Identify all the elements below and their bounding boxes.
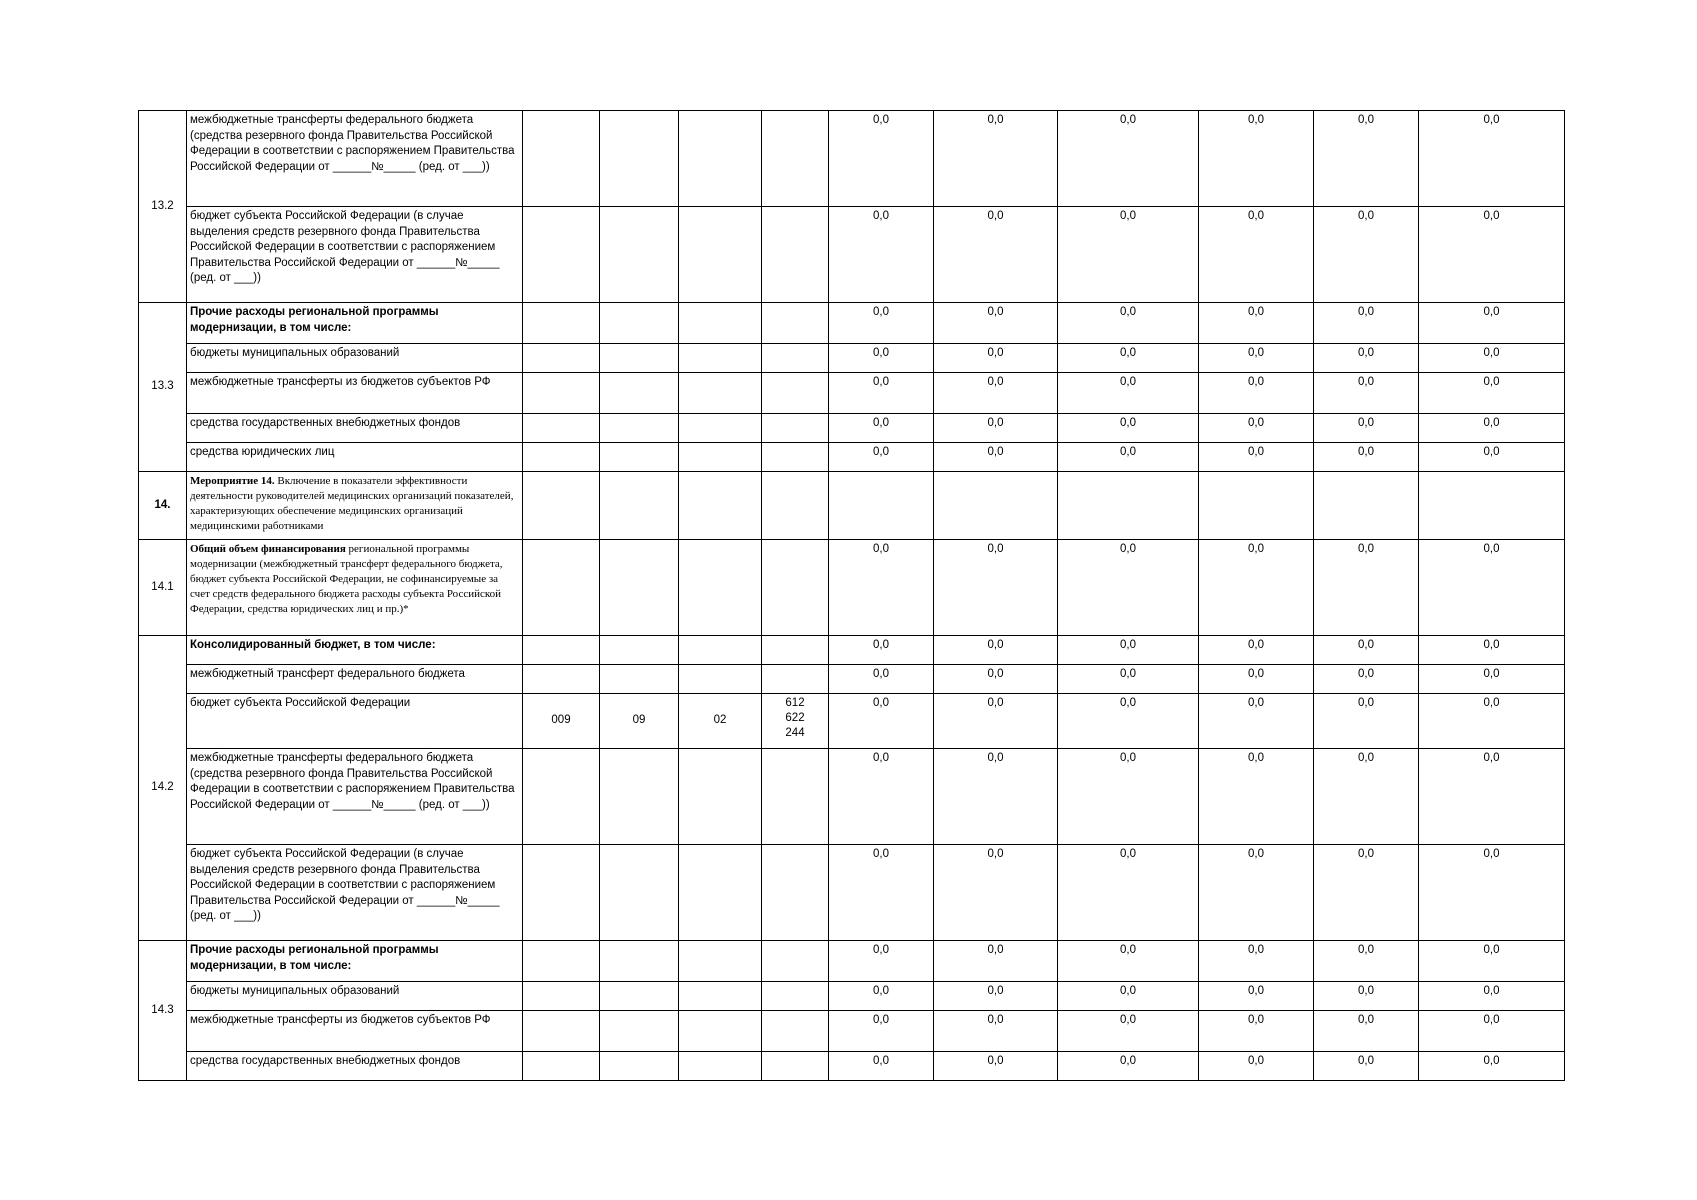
row-description: средства государственных внебюджетных фондов <box>187 414 523 443</box>
table-row <box>139 665 1565 694</box>
code-cell <box>600 443 679 472</box>
expense-type-code: 622 <box>785 712 805 724</box>
value-cell: 0,0 <box>934 1052 1058 1081</box>
value-cell: 0,0 <box>1314 982 1419 1011</box>
value-cell: 0,0 <box>829 665 934 694</box>
row-description: межбюджетные трансферты федерального бюджета (средства резервного фонда Правительства Российской Федерации в соответствии с распоряжением Правительства Российской Федерации от ______№_____ (ред. от ___)) <box>187 749 523 845</box>
row-number: 14.2 <box>139 636 187 941</box>
row-description: межбюджетные трансферты из бюджетов субъектов РФ <box>187 373 523 414</box>
value-cell: 0,0 <box>829 1011 934 1052</box>
value-cell: 0,0 <box>1199 1052 1314 1081</box>
code-cell <box>762 373 829 414</box>
row-number: 13.3 <box>139 303 187 472</box>
row-description: Консолидированный бюджет, в том числе: <box>187 636 523 665</box>
value-cell: 0,0 <box>1058 414 1199 443</box>
row-number: 13.2 <box>139 111 187 303</box>
code-cell <box>679 303 762 344</box>
value-cell: 0,0 <box>934 694 1058 749</box>
measure-title: Мероприятие 14. <box>190 475 275 487</box>
row-description: Прочие расходы региональной программы модернизации, в том числе: <box>187 303 523 344</box>
value-cell: 0,0 <box>1419 344 1565 373</box>
value-cell: 0,0 <box>1199 636 1314 665</box>
value-cell: 0,0 <box>934 303 1058 344</box>
value-cell: 0,0 <box>829 111 934 207</box>
code-cell <box>762 443 829 472</box>
value-cell: 0,0 <box>1419 636 1565 665</box>
value-cell: 0,0 <box>1199 207 1314 303</box>
value-cell <box>1199 472 1314 540</box>
value-cell: 0,0 <box>934 749 1058 845</box>
value-cell: 0,0 <box>829 749 934 845</box>
code-cell <box>679 344 762 373</box>
table-row <box>139 472 1565 540</box>
table-row <box>139 540 1565 636</box>
value-cell: 0,0 <box>1419 665 1565 694</box>
value-cell: 0,0 <box>829 373 934 414</box>
value-cell: 0,0 <box>1058 373 1199 414</box>
value-cell: 0,0 <box>1314 373 1419 414</box>
row-description <box>187 540 523 636</box>
value-cell: 0,0 <box>1058 540 1199 636</box>
value-cell: 0,0 <box>1419 982 1565 1011</box>
value-cell: 0,0 <box>1199 443 1314 472</box>
code-cell <box>762 845 829 941</box>
table-row <box>139 636 1565 665</box>
value-cell: 0,0 <box>829 303 934 344</box>
row-description: межбюджетные трансферты федерального бюджета (средства резервного фонда Правительства Российской Федерации в соответствии с распоряжением Правительства Российской Федерации от ______№_____ (ред. от ___)) <box>187 111 523 207</box>
value-cell: 0,0 <box>1419 207 1565 303</box>
value-cell: 0,0 <box>934 443 1058 472</box>
code-cell <box>600 1052 679 1081</box>
value-cell <box>1314 472 1419 540</box>
value-cell: 0,0 <box>1199 845 1314 941</box>
code-cell <box>600 540 679 636</box>
row-description: межбюджетный трансферт федерального бюджета <box>187 665 523 694</box>
code-cell <box>679 414 762 443</box>
value-cell: 0,0 <box>1314 344 1419 373</box>
value-cell: 0,0 <box>1314 1011 1419 1052</box>
total-financing-text: региональной программы модернизации (межбюджетный трансферт федерального бюджета, бюджет субъекта Российской Федерации, не софинансируемые за счет средств федерального бюджета расходы субъекта Российской Федерации, средства юридических лиц и пр.)* <box>190 543 503 615</box>
table-row <box>139 749 1565 845</box>
code-cell <box>600 373 679 414</box>
code-cell <box>523 749 600 845</box>
table-row <box>139 344 1565 373</box>
code-cell <box>679 749 762 845</box>
code-cell <box>600 749 679 845</box>
value-cell: 0,0 <box>1419 443 1565 472</box>
value-cell: 0,0 <box>1058 694 1199 749</box>
value-cell <box>829 472 934 540</box>
value-cell: 0,0 <box>1058 982 1199 1011</box>
value-cell: 0,0 <box>1314 845 1419 941</box>
value-cell: 0,0 <box>829 344 934 373</box>
value-cell: 0,0 <box>934 207 1058 303</box>
value-cell: 0,0 <box>1058 443 1199 472</box>
value-cell: 0,0 <box>1314 694 1419 749</box>
code-cell <box>523 636 600 665</box>
code-cell <box>600 111 679 207</box>
code-cell <box>679 1052 762 1081</box>
code-cell <box>523 540 600 636</box>
table-row <box>139 982 1565 1011</box>
code-cell <box>523 982 600 1011</box>
code-cell <box>679 1011 762 1052</box>
value-cell: 0,0 <box>1199 344 1314 373</box>
value-cell: 0,0 <box>1199 941 1314 982</box>
value-cell: 0,0 <box>1419 749 1565 845</box>
value-cell: 0,0 <box>1058 845 1199 941</box>
value-cell: 0,0 <box>829 1052 934 1081</box>
value-cell: 0,0 <box>829 636 934 665</box>
code-cell <box>523 111 600 207</box>
value-cell: 0,0 <box>829 982 934 1011</box>
code-cell <box>679 111 762 207</box>
row-description: бюджеты муниципальных образований <box>187 344 523 373</box>
measure-text: Включение в показатели эффективности деятельности руководителей медицинских организаций показателей, характеризующих обеспечение медицинских организаций медицинскими работниками <box>190 475 514 532</box>
value-cell: 0,0 <box>934 540 1058 636</box>
code-cell <box>600 303 679 344</box>
code-cell <box>762 665 829 694</box>
value-cell: 0,0 <box>1199 982 1314 1011</box>
table-row <box>139 845 1565 941</box>
value-cell: 0,0 <box>934 665 1058 694</box>
table-row <box>139 443 1565 472</box>
value-cell: 0,0 <box>829 941 934 982</box>
code-cell <box>679 845 762 941</box>
code-cell <box>523 303 600 344</box>
value-cell <box>1419 472 1565 540</box>
value-cell: 0,0 <box>1419 111 1565 207</box>
value-cell: 0,0 <box>1314 414 1419 443</box>
value-cell: 0,0 <box>829 207 934 303</box>
code-cell <box>600 982 679 1011</box>
value-cell: 0,0 <box>1314 443 1419 472</box>
value-cell: 0,0 <box>1419 540 1565 636</box>
row-number: 14.1 <box>139 540 187 636</box>
value-cell: 0,0 <box>1058 303 1199 344</box>
value-cell: 0,0 <box>1419 303 1565 344</box>
value-cell: 0,0 <box>1058 111 1199 207</box>
table-row <box>139 111 1565 207</box>
code-cell <box>762 982 829 1011</box>
code-cell <box>600 207 679 303</box>
code-cell <box>679 636 762 665</box>
value-cell: 0,0 <box>934 982 1058 1011</box>
table-row <box>139 1011 1565 1052</box>
value-cell: 0,0 <box>1199 414 1314 443</box>
value-cell: 0,0 <box>1199 694 1314 749</box>
value-cell: 0,0 <box>1058 749 1199 845</box>
row-description: Прочие расходы региональной программы модернизации, в том числе: <box>187 941 523 982</box>
value-cell: 0,0 <box>1419 845 1565 941</box>
value-cell: 0,0 <box>829 414 934 443</box>
value-cell: 0,0 <box>934 344 1058 373</box>
code-cell <box>523 373 600 414</box>
code-cell <box>679 941 762 982</box>
value-cell: 0,0 <box>934 414 1058 443</box>
value-cell: 0,0 <box>1419 414 1565 443</box>
code-cell <box>600 845 679 941</box>
value-cell: 0,0 <box>829 694 934 749</box>
value-cell: 0,0 <box>1314 636 1419 665</box>
row-description: средства государственных внебюджетных фондов <box>187 1052 523 1081</box>
value-cell: 0,0 <box>1199 373 1314 414</box>
value-cell: 0,0 <box>934 373 1058 414</box>
table-row <box>139 941 1565 982</box>
value-cell: 0,0 <box>1314 540 1419 636</box>
value-cell: 0,0 <box>829 443 934 472</box>
code-cell <box>600 414 679 443</box>
value-cell: 0,0 <box>1314 665 1419 694</box>
value-cell: 0,0 <box>1199 540 1314 636</box>
code-cell <box>762 749 829 845</box>
table-row <box>139 207 1565 303</box>
value-cell: 0,0 <box>1199 1011 1314 1052</box>
expense-type-code: 612 <box>785 697 805 709</box>
subsection-code: 02 <box>679 694 762 749</box>
value-cell: 0,0 <box>1058 1011 1199 1052</box>
code-cell <box>600 941 679 982</box>
value-cell: 0,0 <box>1058 665 1199 694</box>
value-cell: 0,0 <box>1419 694 1565 749</box>
code-cell <box>523 1011 600 1052</box>
value-cell: 0,0 <box>1199 749 1314 845</box>
code-cell <box>523 665 600 694</box>
code-cell <box>600 344 679 373</box>
value-cell: 0,0 <box>1058 1052 1199 1081</box>
code-cell <box>523 443 600 472</box>
row-number: 14. <box>139 472 187 540</box>
section-code: 09 <box>600 694 679 749</box>
expense-type-code: 244 <box>785 727 805 739</box>
row-description: бюджет субъекта Российской Федерации (в случае выделения средств резервного фонда Правительства Российской Федерации в соответствии с распоряжением Правительства Российской Федерации от ______№_____ (ред. от ___)) <box>187 845 523 941</box>
code-cell <box>600 636 679 665</box>
code-cell <box>762 540 829 636</box>
table-row <box>139 373 1565 414</box>
code-cell <box>679 207 762 303</box>
value-cell: 0,0 <box>1419 941 1565 982</box>
code-cell <box>679 665 762 694</box>
value-cell: 0,0 <box>1314 749 1419 845</box>
value-cell: 0,0 <box>1314 303 1419 344</box>
value-cell: 0,0 <box>1199 665 1314 694</box>
row-description: средства юридических лиц <box>187 443 523 472</box>
total-financing-title: Общий объем финансирования <box>190 543 346 555</box>
value-cell: 0,0 <box>934 636 1058 665</box>
value-cell: 0,0 <box>1058 636 1199 665</box>
code-cell <box>679 443 762 472</box>
code-cell <box>600 1011 679 1052</box>
value-cell: 0,0 <box>934 111 1058 207</box>
value-cell: 0,0 <box>934 1011 1058 1052</box>
code-cell <box>762 414 829 443</box>
value-cell: 0,0 <box>829 540 934 636</box>
financing-table <box>138 110 1565 1081</box>
code-cell <box>762 941 829 982</box>
row-description: межбюджетные трансферты из бюджетов субъектов РФ <box>187 1011 523 1052</box>
table-row <box>139 1052 1565 1081</box>
code-cell <box>523 845 600 941</box>
value-cell: 0,0 <box>1419 1052 1565 1081</box>
row-number: 14.3 <box>139 941 187 1081</box>
value-cell: 0,0 <box>1199 303 1314 344</box>
value-cell: 0,0 <box>1058 344 1199 373</box>
code-cell <box>762 1011 829 1052</box>
code-cell <box>600 665 679 694</box>
code-cell <box>762 303 829 344</box>
code-cell <box>679 472 762 540</box>
code-cell <box>600 472 679 540</box>
value-cell: 0,0 <box>934 941 1058 982</box>
ministry-code: 009 <box>523 694 600 749</box>
value-cell: 0,0 <box>1314 207 1419 303</box>
value-cell: 0,0 <box>1419 373 1565 414</box>
code-cell <box>762 472 829 540</box>
value-cell: 0,0 <box>829 845 934 941</box>
table-row <box>139 694 1565 749</box>
code-cell <box>679 982 762 1011</box>
code-cell <box>523 207 600 303</box>
code-cell <box>679 540 762 636</box>
value-cell: 0,0 <box>1314 1052 1419 1081</box>
row-description: бюджет субъекта Российской Федерации <box>187 694 523 749</box>
row-description <box>187 472 523 540</box>
value-cell: 0,0 <box>1058 207 1199 303</box>
value-cell: 0,0 <box>1058 941 1199 982</box>
code-cell <box>679 373 762 414</box>
table-row <box>139 414 1565 443</box>
value-cell: 0,0 <box>934 845 1058 941</box>
table-row <box>139 303 1565 344</box>
code-cell <box>523 1052 600 1081</box>
expense-type-codes <box>762 694 829 749</box>
code-cell <box>762 111 829 207</box>
value-cell: 0,0 <box>1199 111 1314 207</box>
code-cell <box>762 344 829 373</box>
code-cell <box>762 1052 829 1081</box>
value-cell: 0,0 <box>1314 111 1419 207</box>
value-cell <box>934 472 1058 540</box>
code-cell <box>762 636 829 665</box>
row-description: бюджет субъекта Российской Федерации (в случае выделения средств резервного фонда Правительства Российской Федерации в соответствии с распоряжением Правительства Российской Федерации от ______№_____ (ред. от ___)) <box>187 207 523 303</box>
code-cell <box>523 344 600 373</box>
value-cell: 0,0 <box>1419 1011 1565 1052</box>
code-cell <box>762 207 829 303</box>
row-description: бюджеты муниципальных образований <box>187 982 523 1011</box>
code-cell <box>523 414 600 443</box>
code-cell <box>523 472 600 540</box>
value-cell <box>1058 472 1199 540</box>
value-cell: 0,0 <box>1314 941 1419 982</box>
code-cell <box>523 941 600 982</box>
